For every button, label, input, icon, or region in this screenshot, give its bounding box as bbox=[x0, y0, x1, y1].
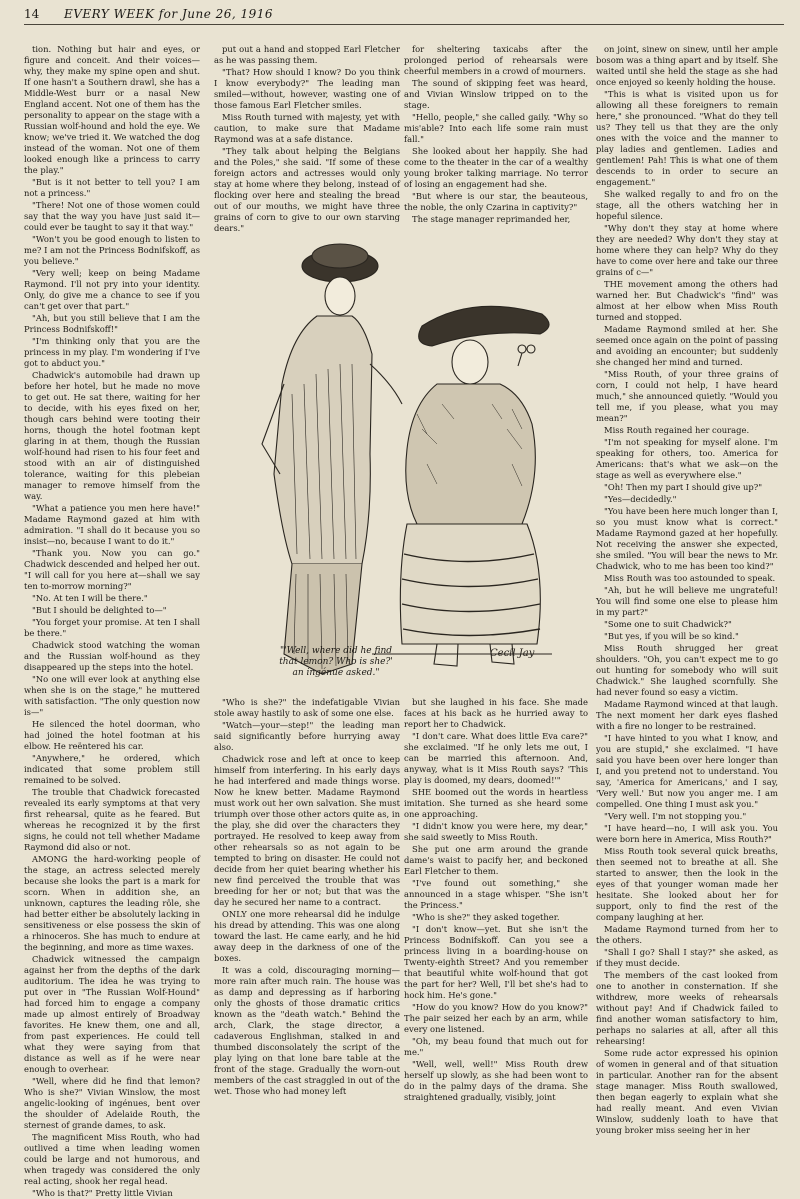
paragraph: tion. Nothing but hair and eyes, or figure and conceit. And their voices—why, they make my spine open and shut. If one hasn't a Southern drawl, she has a Middle-West burr or a nasal New England accent. Not one of them has the personality to appear on the stage with a Russian wolf-hound and hold the eye. We know; we've tried it. We watched the dog instead of the woman. Not one of them looked enough like a princess to carry the play." bbox=[24, 44, 200, 175]
page-number: 14 bbox=[24, 7, 40, 21]
paragraph: The magnificent Miss Routh, who had outlived a time when leading women could be large and not humorous, and when tragedy was considered the only real acting, shook her regal head. bbox=[24, 1132, 200, 1186]
column-2-top bbox=[214, 44, 400, 233]
paragraph: Miss Routh shrugged her great shoulders. "Oh, you can't expect me to go out hunting for somebody who will suit Chadwick." She laughed scornfully. She had never found so easy a victim. bbox=[596, 643, 778, 697]
story-illustration bbox=[222, 234, 592, 689]
paragraph: "Yes—decidedly." bbox=[604, 494, 677, 504]
paragraph: "Miss Routh, of your three grains of corn, I could not help, I have heard much," she announced quietly. "Would you tell me, if you please, what you may mean?" bbox=[596, 369, 778, 423]
paragraph: Miss Routh took several quick breaths, then seemed not to breathe at all. She started to answer, then the look in the eyes of that younger woman made her hesitate. She looked about her for support, only to find the rest of the company laughing at her. bbox=[596, 846, 778, 922]
paragraph: She looked about her happily. She had come to the theater in the car of a wealthy young broker talking marriage. No terror of losing an engagement had she. bbox=[404, 146, 588, 189]
paragraph: She walked regally to and fro on the stage, all the others watching her in hopeful silence. bbox=[596, 189, 778, 221]
column-3-top bbox=[404, 44, 588, 224]
paragraph: "That? How should I know? Do you think I know everybody?" The leading man smiled—without, however, wasting one of those famous Earl Fletcher smiles. bbox=[214, 67, 400, 110]
paragraph: Miss Routh was too astounded to speak. bbox=[604, 573, 776, 583]
column-4 bbox=[596, 44, 778, 1135]
paragraph: for sheltering taxicabs after the prolonged period of rehearsals were cheerful members in a crowd of mourners. bbox=[404, 44, 588, 76]
paragraph: Chadwick witnessed the campaign against her from the depths of the dark auditorium. The idea he was trying to put over in "The Russian Wolf-Hound" had forced him to engage a company made up almost entirely of Broadway favorites. He knew them, one and all, from past experiences. He could tell what they were saying from that distance as well as if he were near enough to overhear. bbox=[24, 954, 200, 1074]
paragraph: Miss Routh turned with majesty, yet with caution, to make sure that Madame Raymond was at a safe distance. bbox=[214, 112, 400, 144]
paragraph: "Won't you be good enough to listen to me? I am not the Princess Bodnifskoff, as you believe." bbox=[24, 234, 200, 266]
column-2-bottom bbox=[214, 697, 400, 1106]
paragraph: Chadwick rose and left at once to keep himself from interfering. In his early days he had interfered and made things worse. Now he knew better. Madame Raymond must work out her own salvation. She must triumph over those other actors quite as, in the play, she did over the characters they portrayed. He resolved to keep away from other rehearsals so as not again to be tempted to bring on disaster. He could not decide from her quiet bearing whether his new find perceived the trouble that was breeding for her or not; but that was the day he secured her name to a contract. bbox=[214, 754, 400, 907]
paragraph: Some rude actor expressed his opinion of women in general and of that situation in particular. Another ran for the absent stage manager. Miss Routh swallowed, then began eagerly to explain what she had really meant. And even Vivian Winslow, suddenly loath to have that young broker miss seeing her in her bbox=[596, 1048, 778, 1135]
paragraph: "I've found out something," she announced in a stage whisper. "She isn't the Princess." bbox=[404, 878, 588, 910]
paragraph: "How do you know? How do you know?" The pair seized her each by an arm, while every one listened. bbox=[404, 1002, 588, 1034]
paragraph: but she laughed in his face. She made faces at his back as he hurried away to report her to Chadwick. bbox=[404, 697, 588, 729]
paragraph: It was a cold, discouraging morning—more rain after much rain. The house was as damp and depressing as if harboring only the ghosts of those dramatic critics known as the "death watch." Behind the arch, Clark, the stage director, a cadaverous Englishman, stalked in and thumbed disconsolately the script of the play lying on that lone bare table at the front of the stage. Gradually the worn-out members of the cast straggled in out of the wet. Those who had money left bbox=[214, 965, 400, 1096]
paragraph: "Hello, people," she called gaily. "Why so mis'able? Into each life some rain must fall." bbox=[404, 112, 588, 144]
artist-signature: Cecil Jay bbox=[490, 648, 535, 659]
paragraph: The sound of skipping feet was heard, and Vivian Winslow tripped on to the stage. bbox=[404, 78, 588, 110]
paragraph: "Oh! Then my part I should give up?" bbox=[604, 482, 763, 492]
paragraph: "No. At ten I will be there." bbox=[32, 593, 148, 603]
paragraph: SHE boomed out the words in heartless imitation. She turned as she heard some one approaching. bbox=[404, 787, 588, 819]
paragraph: AMONG the hard-working people of the stage, an actress selected merely because she looks the part is a mark for scorn. When in addition she, an unknown, captures the leading rôle, she had better either be absolutely lacking in sensitiveness or else possess the skin of a rhinoceros. She has much to endure at the beginning, and more as time waxes. bbox=[24, 854, 200, 952]
paragraph: "This is what is visited upon us for allowing all these foreigners to remain here," she pronounced. "What do they tell us? They tell us that they are the only ones with the voice and the manner to play ladies and gentlemen. Ladies and gentlemen! Pah! This is what one of them descends to in order to secure an engagement." bbox=[596, 89, 778, 187]
paragraph: "Who is that?" Pretty little Vivian bbox=[32, 1188, 173, 1198]
paragraph: "I don't know—yet. But she isn't the Princess Bodnifskoff. Can you see a princess living in a boarding-house on Twenty-eighth Street? And you remember that beautiful white wolf-hound that got the part for her? Well, I'll bet she's had to hock him. He's gone." bbox=[404, 924, 588, 1000]
paragraph: "Well, well, well!" Miss Routh drew herself up slowly, as she had been wont to do in the palmy days of the drama. She straightened gradually, visibly, joint bbox=[404, 1059, 588, 1102]
paragraph: "But where is our star, the beauteous, the noble, the only Czarina in captivity?" bbox=[404, 191, 588, 212]
paragraph: "Who is she?" the indefatigable Vivian stole away hastily to ask of some one else. bbox=[214, 697, 400, 718]
paragraph: "Ah, but you still believe that I am the Princess Bodnifskoff!" bbox=[24, 313, 200, 334]
paragraph: "But I should be delighted to—" bbox=[32, 605, 167, 615]
paragraph: She put one arm around the grande dame's waist to pacify her, and beckoned Earl Fletcher to them. bbox=[404, 844, 588, 876]
illustration-caption: "'Well, where did he find that lemon? Who is she?' an ingénue asked." bbox=[279, 646, 393, 678]
paragraph: "Very well; keep on being Madame Raymond. I'll not pry into your identity. Only, do give me a chance to see if you can't get over that part." bbox=[24, 268, 200, 311]
paragraph: put out a hand and stopped Earl Fletcher as he was passing them. bbox=[214, 44, 400, 65]
paragraph: THE movement among the others had warned her. But Chadwick's "find" was almost at her elbow when Miss Routh turned and stopped. bbox=[596, 279, 778, 322]
paragraph: "Who is she?" they asked together. bbox=[412, 912, 560, 922]
paragraph: "Well, where did he find that lemon? Who is she?" Vivian Winslow, the most angelic-looking of ingénues, bent over the shoulder of Adelaide Routh, the sternest of grande dames, to ask. bbox=[24, 1076, 200, 1130]
paragraph: "Very well. I'm not stopping you." bbox=[604, 811, 747, 821]
paragraph: "I'm not speaking for myself alone. I'm speaking for others, too. America for Americans: that's what we ask—on the stage as well as everywhere else." bbox=[596, 437, 778, 480]
paragraph: ONLY one more rehearsal did he indulge his dread by attending. This was one along toward the last. He came early, and he hid away deep in the darkness of one of the boxes. bbox=[214, 909, 400, 963]
paragraph: "They talk about helping the Belgians and the Poles," she said. "If some of these foreign actors and actresses would only stay at home where they belong, instead of flocking over here and stealing the bread out of our mouths, we might have three grains of corn to give to our own starving dears." bbox=[214, 146, 400, 233]
paragraph: on joint, sinew on sinew, until her ample bosom was a thing apart and by itself. She waited until she held the stage as she had once enjoyed so keenly holding the house. bbox=[596, 44, 778, 87]
paragraph: "You forget your promise. At ten I shall be there." bbox=[24, 617, 200, 638]
paragraph: "No one will ever look at anything else when she is on the stage," he muttered with satisfaction. "The only question now is—" bbox=[24, 674, 200, 717]
column-1 bbox=[24, 44, 200, 1198]
paragraph: "Oh, my beau found that much out for me." bbox=[404, 1036, 588, 1057]
paragraph: "But yes, if you will be so kind." bbox=[604, 631, 739, 641]
paragraph: "I have hinted to you what I know, and you are stupid," she exclaimed. "I have said you have been over here longer than I, and you pretend not to understand. You say, 'America for Americans,' and I say, 'Very well.' But now you anger me. I am compelled. One thing I must ask you." bbox=[596, 733, 778, 809]
paragraph: "Shall I go? Shall I stay?" she asked, as if they must decide. bbox=[596, 947, 778, 968]
paragraph: Madame Raymond winced at that laugh. The next moment her dark eyes flashed with a fire no longer to be restrained. bbox=[596, 699, 778, 731]
paragraph: Madame Raymond smiled at her. She seemed once again on the point of passing and avoiding an encounter; but suddenly she changed her mind and turned. bbox=[596, 324, 778, 367]
paragraph: "But is it not better to tell you? I am not a princess." bbox=[24, 177, 200, 198]
paragraph: The members of the cast looked from one to another in consternation. If she withdrew, more weeks of rehearsals without pay! And if Chadwick failed to find another woman satisfactory to him, perhaps no salaries at all, after all this rehearsing! bbox=[596, 970, 778, 1046]
paragraph: "Thank you. Now you can go." Chadwick descended and helped her out. "I will call for you here at—shall we say ten to-morrow morning?" bbox=[24, 548, 200, 591]
paragraph: The stage manager reprimanded her, bbox=[412, 214, 571, 224]
paragraph: "I'm thinking only that you are the princess in my play. I'm wondering if I've got to abduct you." bbox=[24, 336, 200, 368]
paragraph: Chadwick's automobile had drawn up before her hotel, but he made no move to get out. He sat there, waiting for her to decide, with his eyes fixed on her, though cars behind were tooting their horns, though the hotel footman kept glaring in at them, though the Russian wolf-hound had risen to his four feet and stood with an air of distinguished tolerance, waiting for this plebeian manager to remove himself from the way. bbox=[24, 370, 200, 501]
paragraph: "Anywhere," he ordered, which indicated that some problem still remained to be solved. bbox=[24, 753, 200, 785]
paragraph: "I don't care. What does little Eva care?" she exclaimed. "If he only lets me out, I can be married this afternoon. And, anyway, what is it Miss Routh says? 'This play is doomed, my dears, doomed!'" bbox=[404, 731, 588, 785]
paragraph: "You have been here much longer than I, so you must know what is correct." Madame Raymond gazed at her hopefully. Not receiving the answer she expected, she smiled. "You will bear the news to Mr. Chadwick, who to me has been too kind?" bbox=[596, 506, 778, 571]
paragraph: "Some one to suit Chadwick?" bbox=[604, 619, 732, 629]
paragraph: "I have heard—no, I will ask you. You were born here in America, Miss Routh?" bbox=[596, 823, 778, 844]
paragraph: "Why don't they stay at home where they are needed? Why don't they stay at home where they can help? Why do they have to come over here and take our three grains of c—" bbox=[596, 223, 778, 277]
running-title: EVERY WEEK for June 26, 1916 bbox=[64, 7, 274, 21]
column-3-bottom bbox=[404, 697, 588, 1106]
paragraph: "Watch—your—step!" the leading man said significantly before hurrying away also. bbox=[214, 720, 400, 752]
paragraph: Miss Routh regained her courage. bbox=[604, 425, 750, 435]
paragraph: The trouble that Chadwick forecasted revealed its early symptoms at that very first rehearsal, quite as he feared. But whereas he recognized it by the first signs, he could not tell whether Madame Raymond did also or not. bbox=[24, 787, 200, 852]
paragraph: He silenced the hotel doorman, who had joined the hotel footman at his elbow. He reëntered his car. bbox=[24, 719, 200, 751]
paragraph: Madame Raymond turned from her to the others. bbox=[596, 924, 778, 945]
paragraph: "I didn't know you were here, my dear," she said sweetly to Miss Routh. bbox=[404, 821, 588, 842]
paragraph: "What a patience you men here have!" Madame Raymond gazed at him with admiration. "I shall do it because you so insist—no, because I want to do it." bbox=[24, 503, 200, 546]
paragraph: Chadwick stood watching the woman and the Russian wolf-hound as they disappeared up the steps into the hotel. bbox=[24, 640, 200, 672]
paragraph: "There! Not one of those women could say that the way you have just said it—could ever be taught to say it that way." bbox=[24, 200, 200, 232]
paragraph: "Ah, but he will believe me ungrateful! You will find some one else to please him in my part?" bbox=[596, 585, 778, 617]
page-header bbox=[24, 4, 784, 25]
